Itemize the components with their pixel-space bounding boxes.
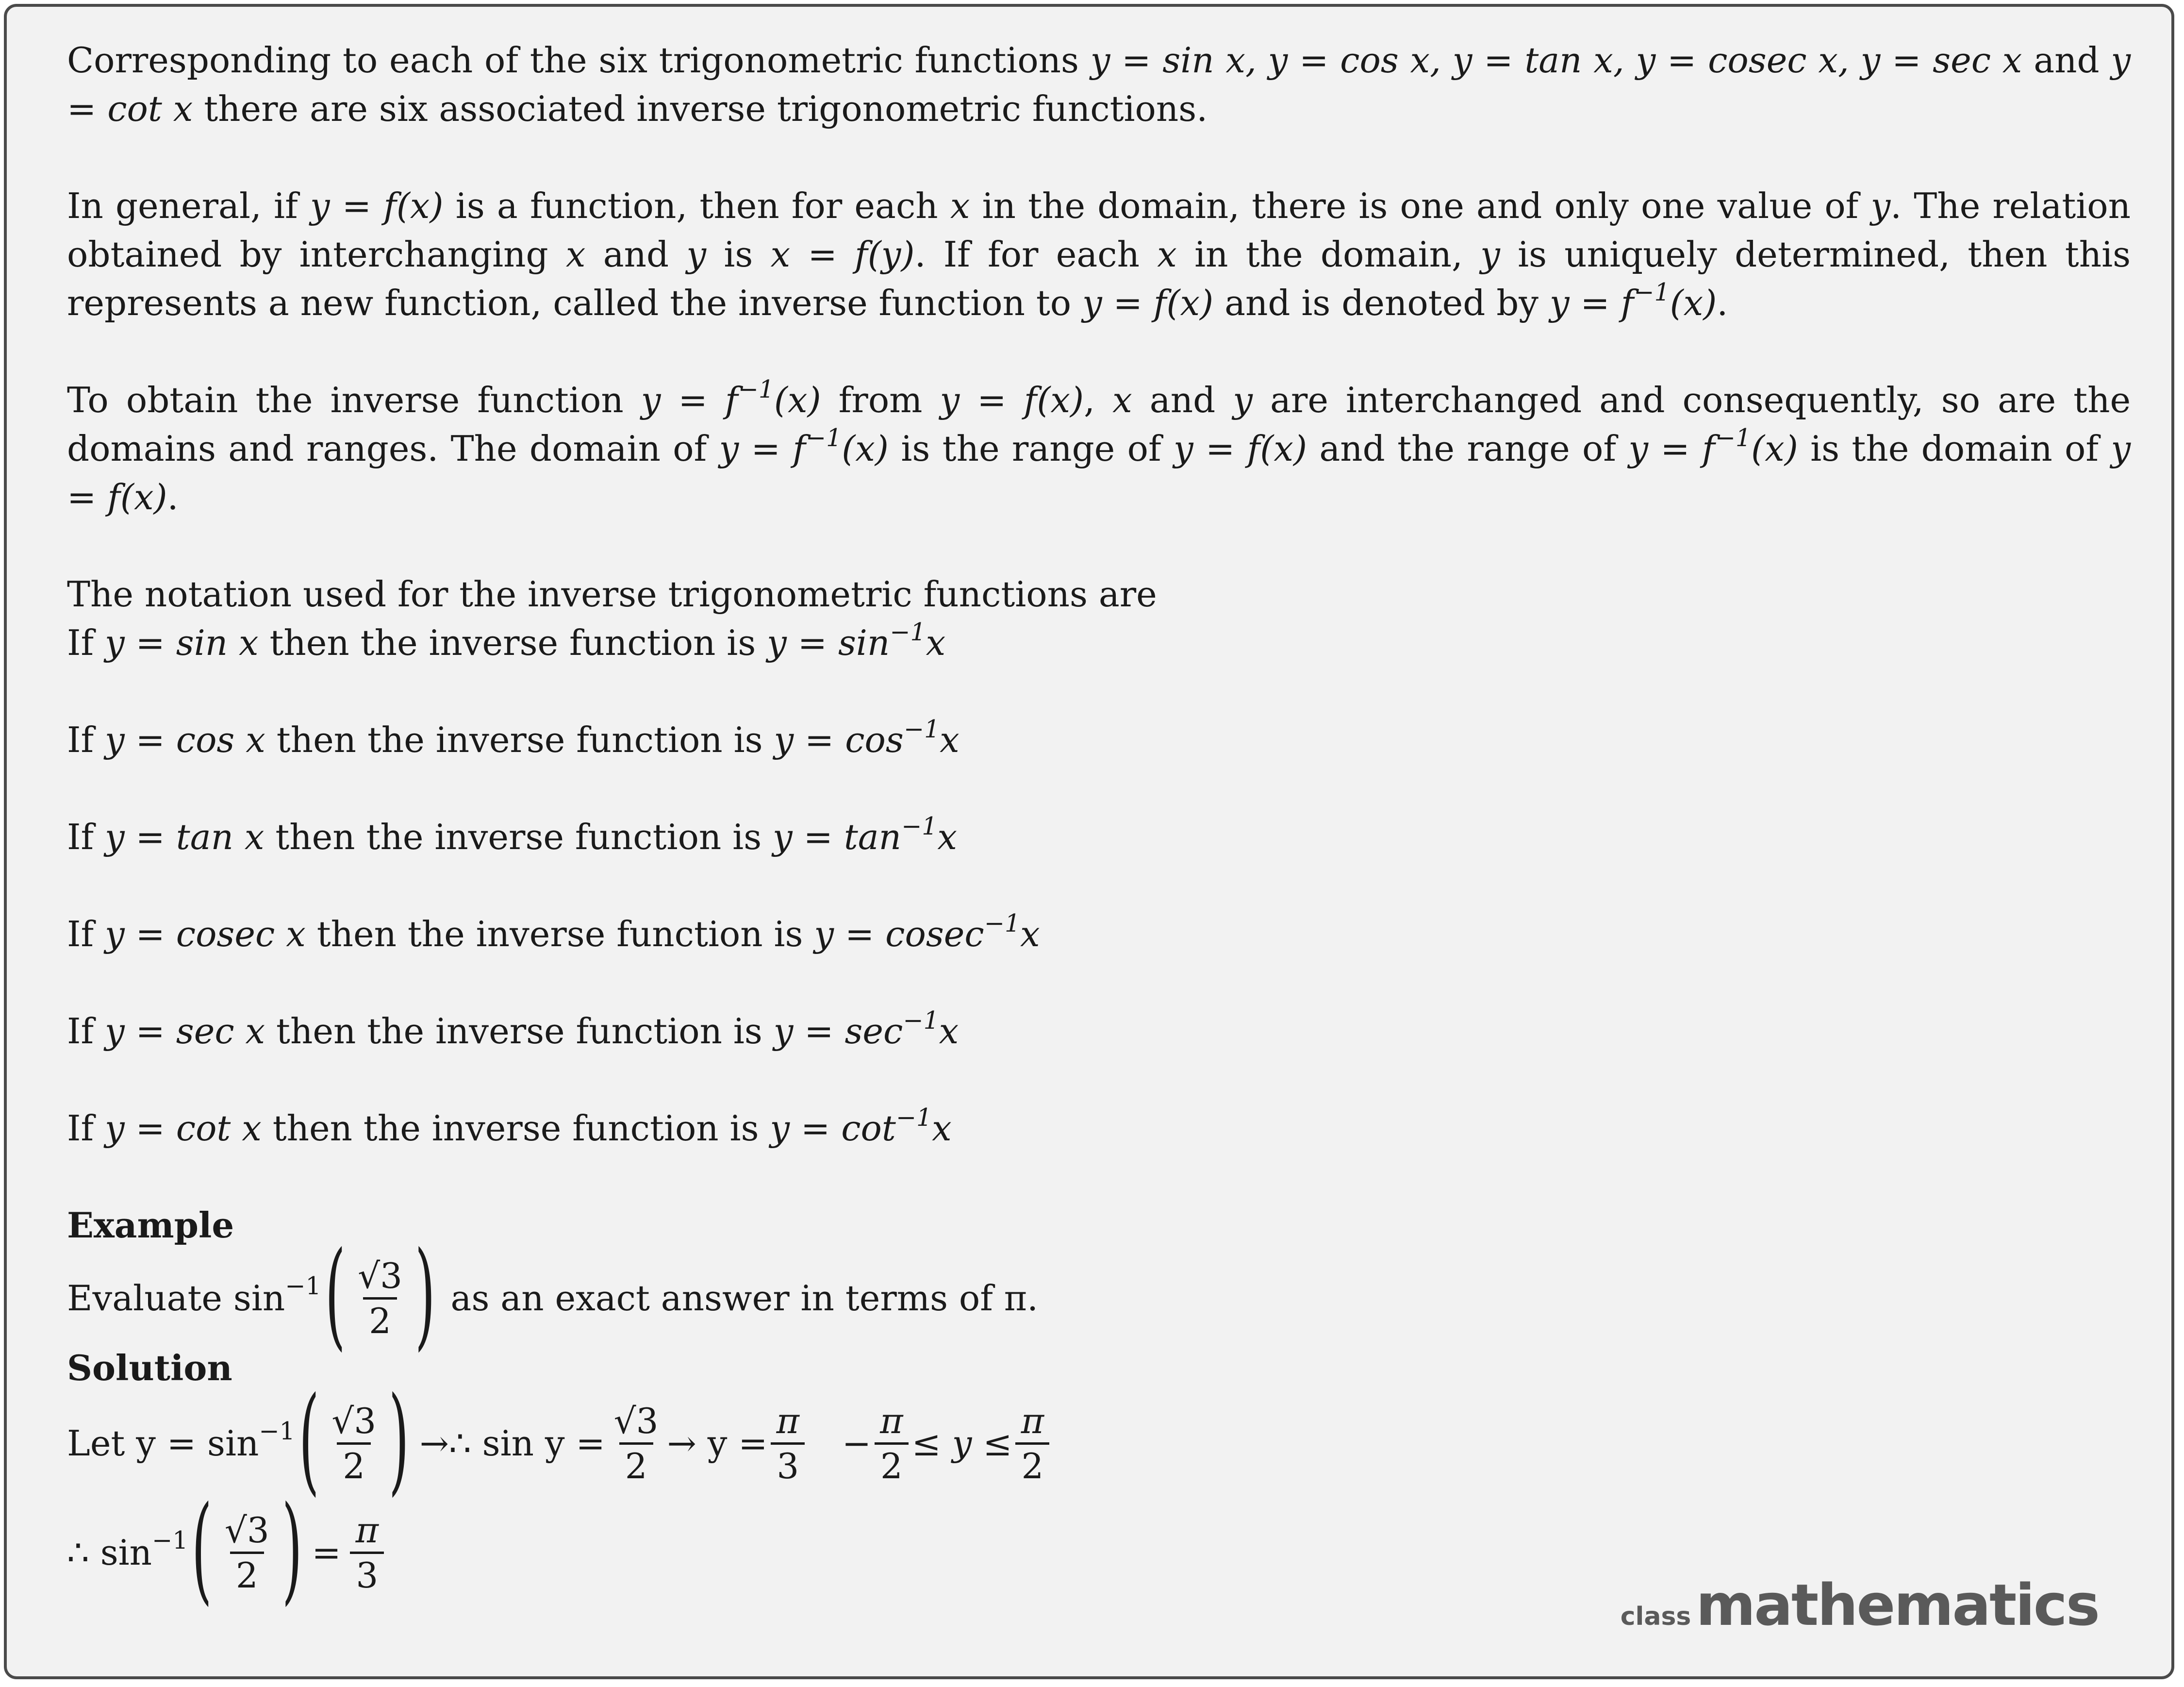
obtain-paragraph: To obtain the inverse function $y = f^{-1}(x)$ from y = f(x), x and y are interchanged and consequently, so are the domains and ranges. The domain of $y = f^{-1}(x)$ is the range of y = f(x) and the range of $y = f^{-1}(x)$ is the domain of y = f(x). xyxy=(67,374,2131,518)
notation-row: If y = sec x then the inverse function is $y = \sec^{-1}x$ xyxy=(67,1005,959,1052)
logo-big-text: mathematics xyxy=(1696,1571,2099,1638)
math: y = cos x, xyxy=(1268,40,1441,81)
example-heading: Example xyxy=(67,1204,234,1246)
general-paragraph: In general, if y = f(x) is a function, then for each x in the domain, there is one and only one value of y. The relation obtained by interchanging x and y is x = f(y). If for each x in the domain, y is uniquely determined, then this represents a new function, called the inverse function to y = f(x) and is denoted by $y = f^{-1}(x)$. xyxy=(67,185,2131,323)
logo-small-text: class xyxy=(1620,1602,1691,1631)
notation-heading: The notation used for the inverse trigonometric functions are xyxy=(67,574,1157,615)
solution-line-2: ∴ sin $^{-1}$ ( $\frac{√3}{2}$ ) = $\frac{\pi}{3}$ xyxy=(67,1494,2131,1611)
fraction: $\frac{√3}{2}$ xyxy=(358,1255,402,1341)
math: y = sec x xyxy=(1860,40,2022,81)
left-paren: ( xyxy=(325,1226,346,1362)
math: y = cosec x, xyxy=(1636,40,1849,81)
notation-row: If y = cosec x then the inverse function is y = cosec$^{-1}$x xyxy=(67,908,1040,954)
text: there are six associated inverse trigonometric functions. xyxy=(204,88,1208,129)
notation-row: If y = cot x then the inverse function is $y = \cot^{-1}x$ xyxy=(67,1102,952,1149)
text: Corresponding to each of the six trigonometric functions xyxy=(67,40,1079,81)
math: y = sin x, xyxy=(1090,40,1257,81)
solution-heading: Solution xyxy=(67,1347,232,1388)
notation-row: If y = cos x then the inverse function is $y = \cos^{-1}x$ xyxy=(67,714,960,760)
text: and xyxy=(2034,40,2100,81)
classmathematics-logo xyxy=(1621,1571,2099,1638)
notation-row: If y = sin x then the inverse function is $y = \sin^{-1}x$ xyxy=(67,617,946,663)
math: y = tan x, xyxy=(1452,40,1624,81)
math: y = cot x xyxy=(67,40,2131,129)
document-page xyxy=(4,4,2174,1679)
solution-line-1: Let y = sin $^{-1}$ ( $\frac{√3}{2}$ ) →∴ sin y = $\frac{√3}{2}$ → y = $\frac{\pi}{3}$ − $\frac{\pi}{2}$ ≤ y ≤ $\frac{\pi}{2}$ xyxy=(67,1392,2131,1494)
intro-paragraph xyxy=(67,36,2131,133)
notation-row: If y = tan x then the inverse function is $y = \tan^{-1}x$ xyxy=(67,811,957,857)
right-paren: ) xyxy=(414,1226,435,1362)
example-question: Evaluate sin $^{-1}$ ( $\frac{√3}{2}$ ) as an exact answer in terms of π. xyxy=(67,1226,1038,1362)
notation-list xyxy=(67,618,2131,1153)
